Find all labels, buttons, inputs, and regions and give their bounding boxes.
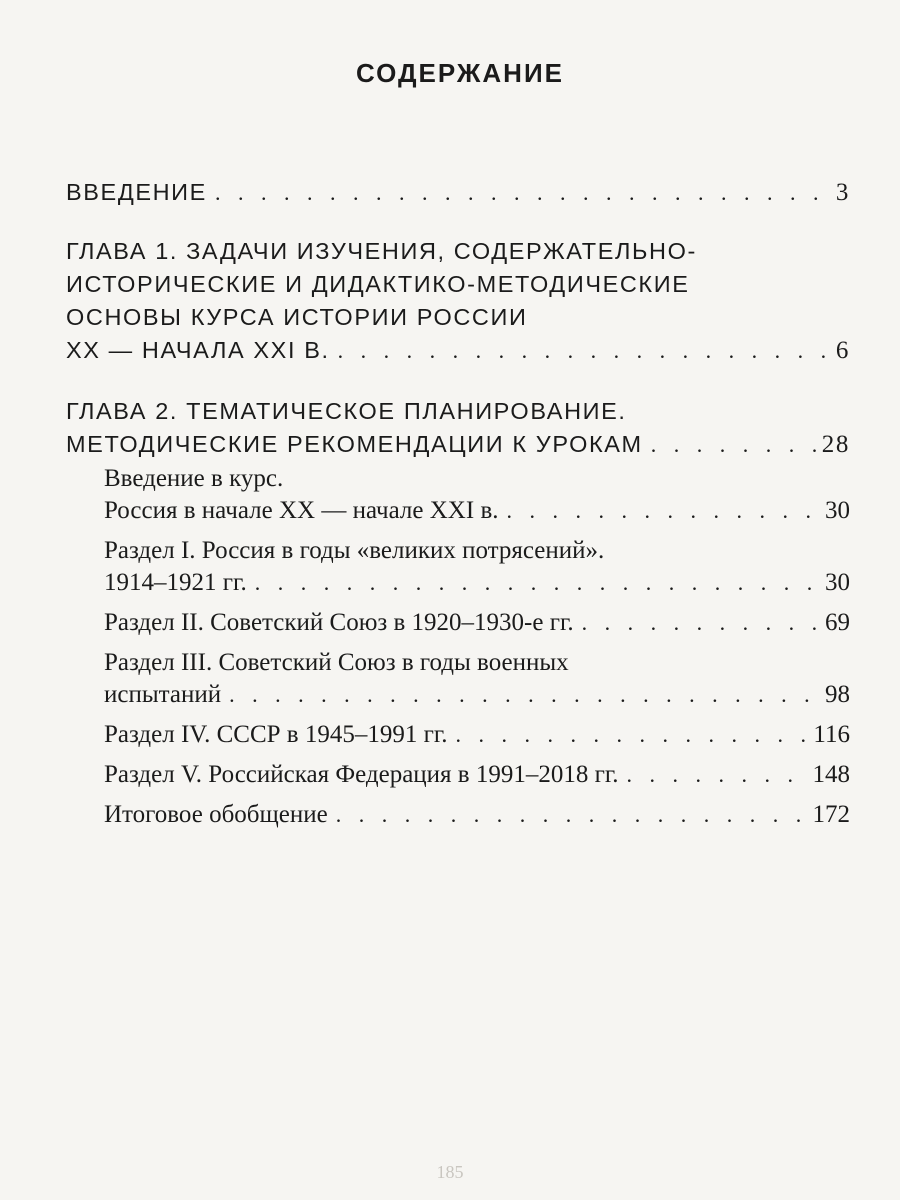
toc-line [66,176,850,209]
toc-entry-label-line: XX — НАЧАЛА XXI В. [66,337,330,363]
toc-line [104,719,850,751]
dot-leader [456,719,808,751]
toc-line [104,759,850,791]
toc-entry-label-line: Раздел IV. СССР в 1945–1991 гг. [104,721,448,748]
page-number: 28 [821,431,850,458]
page-title: СОДЕРЖАНИЕ [356,58,564,88]
toc-entry-label-line: испытаний [104,681,222,708]
toc-entry-section [104,799,850,831]
toc-entry-section [104,647,850,711]
toc-entry-chapter-2 [66,395,850,461]
page-number: 3 [835,179,850,206]
dot-leader [215,176,830,209]
page-footer-number: 185 [436,1162,464,1182]
toc-entry-label-line: ИСТОРИЧЕСКИЕ И ДИДАКТИКО-МЕТОДИЧЕСКИЕ [66,271,690,297]
toc-line [104,567,850,599]
toc-line [66,428,850,461]
dot-leader [255,567,819,599]
toc-entry-section [104,607,850,639]
toc-line [104,495,850,527]
table-of-contents [66,176,850,839]
dot-leader [229,679,819,711]
toc-line [66,334,850,367]
dot-leader [336,799,807,831]
toc-entry-section [104,463,850,527]
dot-leader [507,495,820,527]
toc-entry-label-line: МЕТОДИЧЕСКИЕ РЕКОМЕНДАЦИИ К УРОКАМ [66,431,643,457]
page-number: 172 [812,801,850,828]
toc-entry-label-line: Итоговое обобщение [104,801,328,828]
toc-entry-label-line: Раздел II. Советский Союз в 1920–1930-е гг. [104,609,574,636]
dot-leader [627,759,807,791]
toc-entry-section [104,759,850,791]
toc-entry-section [104,535,850,599]
toc-entry-label-line: ГЛАВА 1. ЗАДАЧИ ИЗУЧЕНИЯ, СОДЕРЖАТЕЛЬНО- [66,238,697,264]
toc-entry-label: ВВЕДЕНИЕ [66,179,207,205]
toc-entry-chapter-1 [66,235,850,367]
toc-line [104,679,850,711]
toc-entry-label-line: Россия в начале XX — начале XXI в. [104,497,499,524]
toc-entry-label-line: Раздел III. Советский Союз в годы военных [104,649,569,676]
page-number: 30 [825,497,850,524]
toc-entry-label-line: ОСНОВЫ КУРСА ИСТОРИИ РОССИИ [66,304,528,330]
page-number: 6 [835,337,850,364]
page-number: 98 [825,681,850,708]
dot-leader [338,334,830,367]
page-number: 69 [825,609,850,636]
toc-entry-section [104,719,850,751]
toc-entry-label-line: Раздел V. Российская Федерация в 1991–2018 гг. [104,761,619,788]
dot-leader [582,607,819,639]
page-number: 116 [813,721,850,748]
page-number: 148 [812,761,850,788]
toc-entry-intro [66,176,850,209]
toc-line [104,799,850,831]
toc-entry-label-line: Раздел I. Россия в годы «великих потрясений». [104,537,605,564]
toc-entry-label-line: Введение в курс. [104,465,284,492]
toc-line [104,607,850,639]
toc-entry-label-line: ГЛАВА 2. ТЕМАТИЧЕСКОЕ ПЛАНИРОВАНИЕ. [66,398,627,424]
toc-entry-label-line: 1914–1921 гг. [104,569,247,596]
page-number: 30 [825,569,850,596]
dot-leader [651,428,816,461]
